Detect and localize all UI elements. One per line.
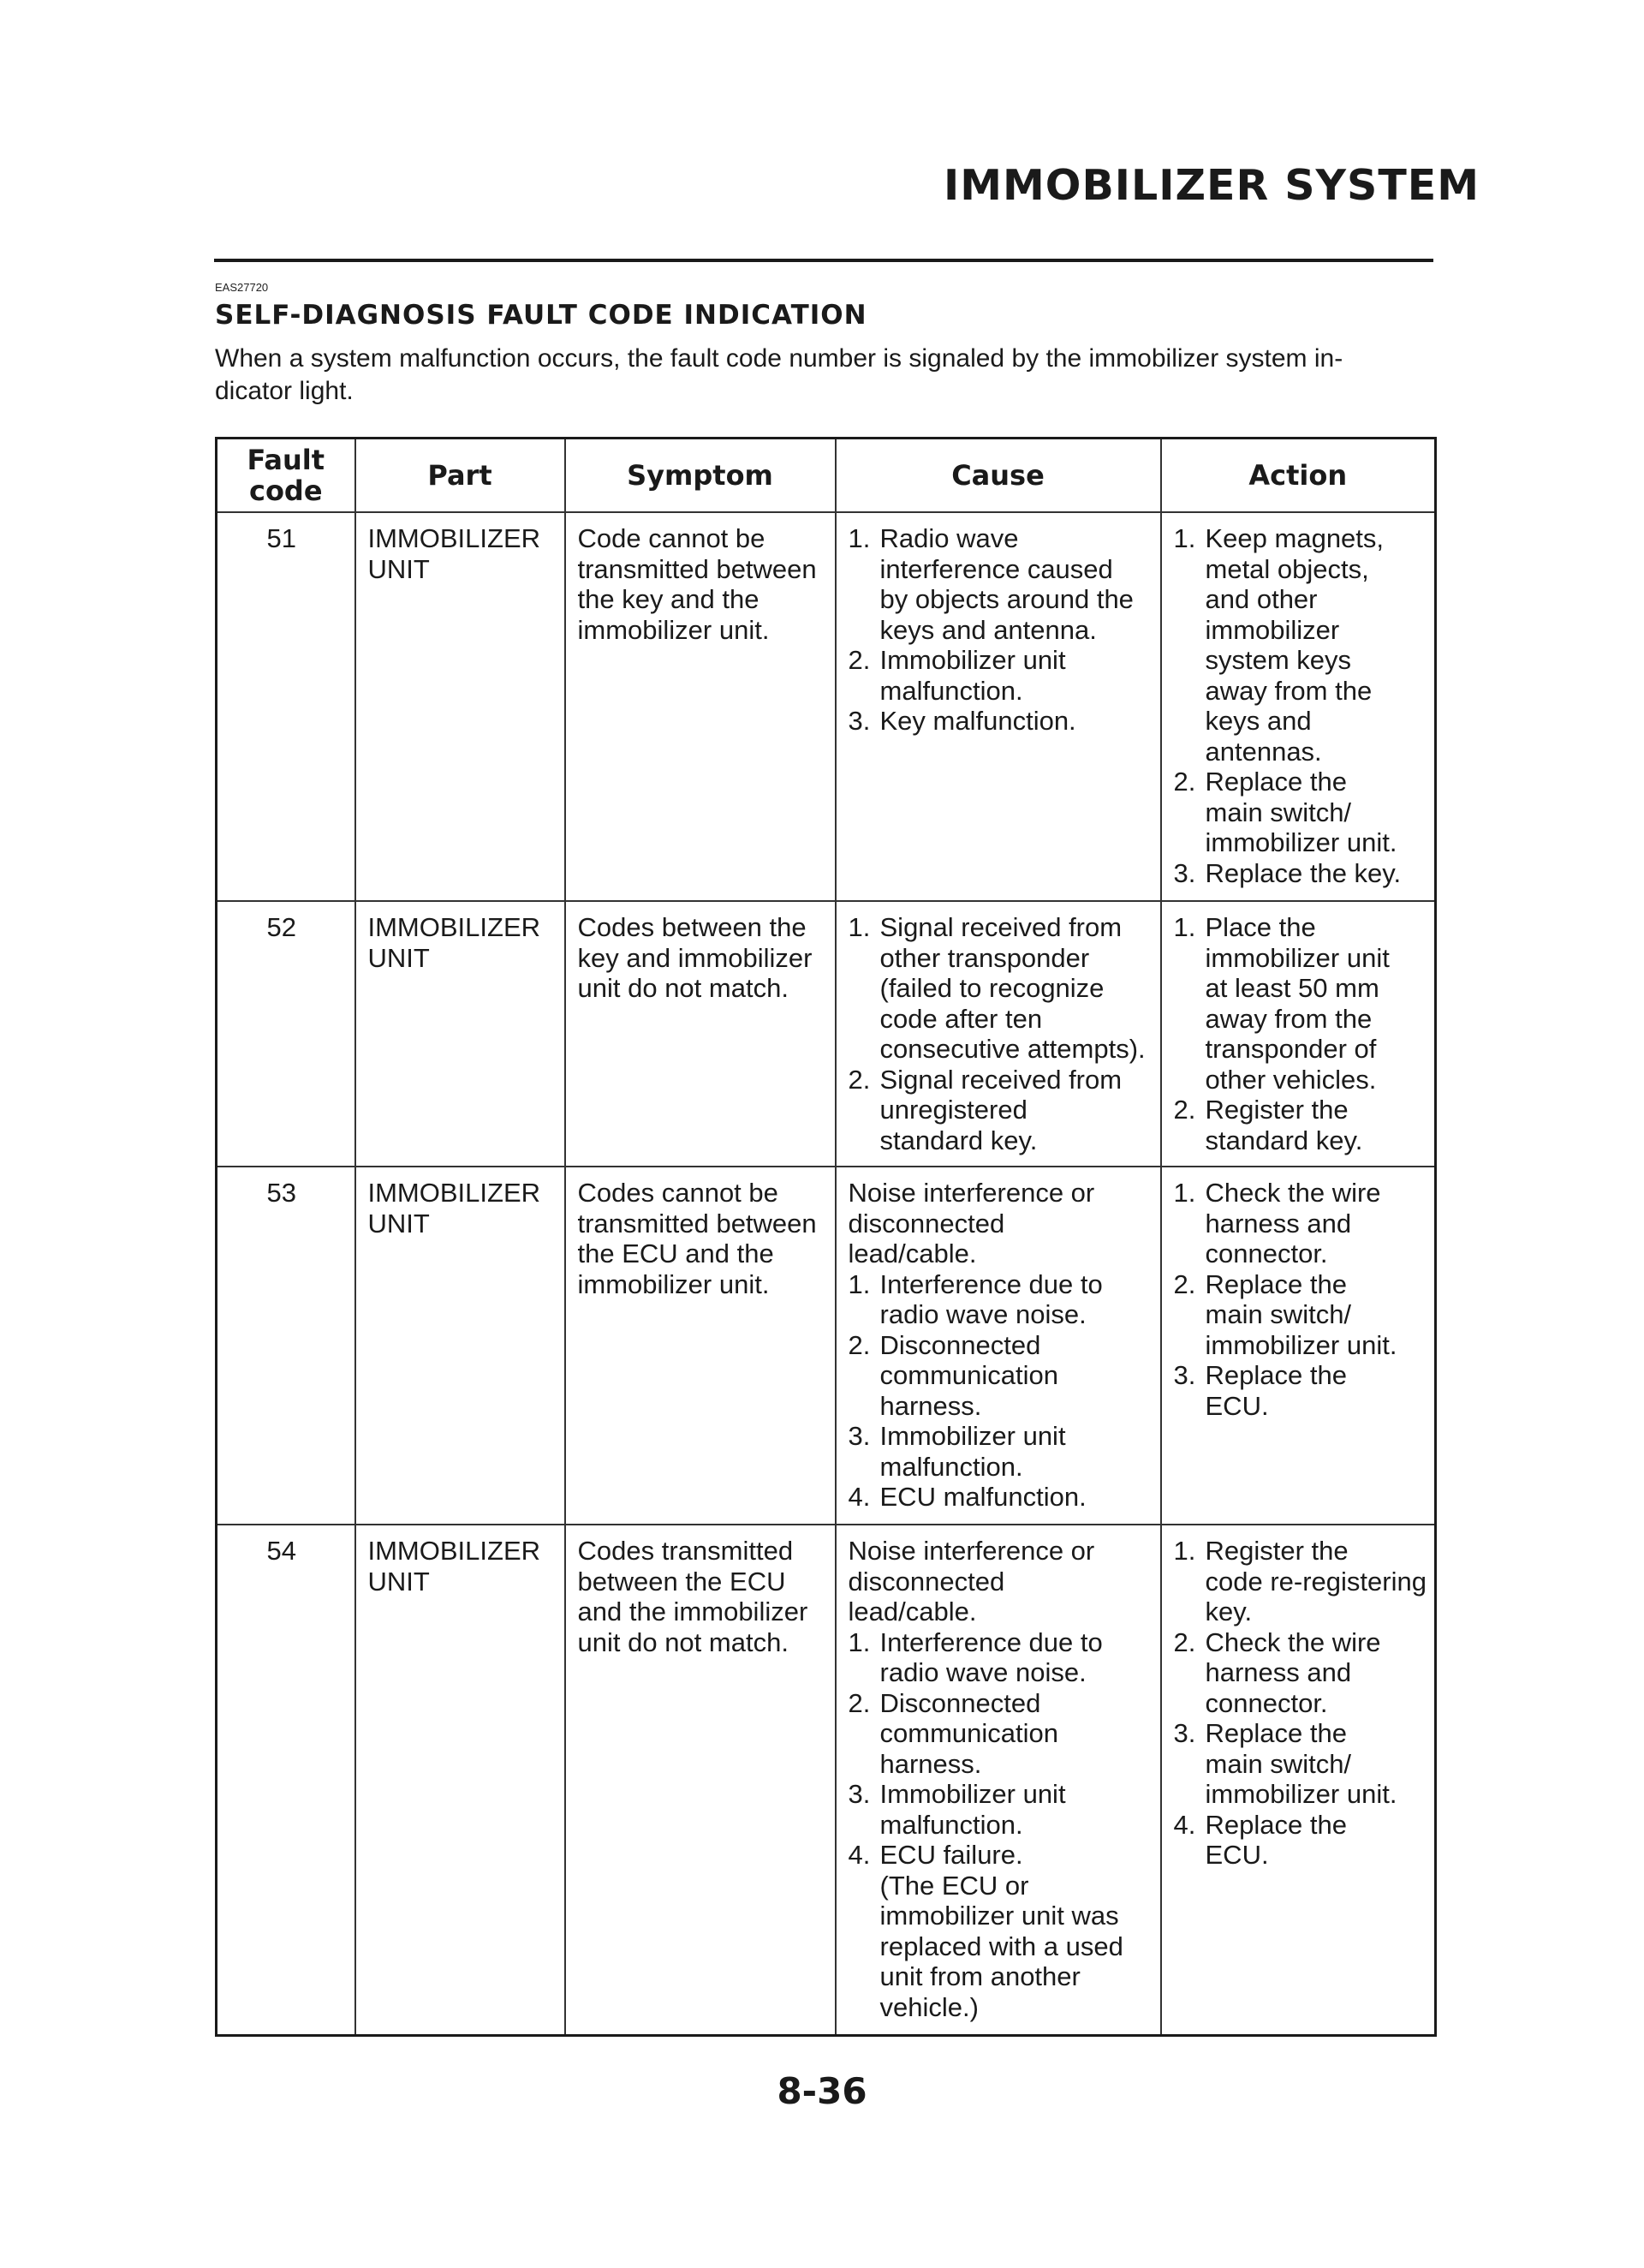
text-line: immobilizer unit. xyxy=(1205,1329,1397,1360)
text-line: UNIT xyxy=(367,1566,430,1597)
text-line: disconnected xyxy=(848,1208,1005,1238)
text-line: connector. xyxy=(1205,1687,1328,1718)
step-item xyxy=(849,1779,1160,1840)
text-line: transponder of xyxy=(1205,1034,1377,1064)
header-line: code xyxy=(248,474,323,507)
step-item xyxy=(849,706,1160,737)
text-line: immobilizer unit was xyxy=(879,1901,1119,1931)
step-item xyxy=(849,645,1160,706)
text-line: key. xyxy=(1205,1597,1253,1626)
part-cell xyxy=(355,1167,565,1525)
text-line: interference caused xyxy=(879,553,1113,584)
step-number: 4. xyxy=(1173,1809,1196,1840)
text-line: Replace the xyxy=(1205,1809,1347,1840)
text-line: harness. xyxy=(879,1748,982,1779)
text-line: immobilizer unit. xyxy=(1205,827,1397,857)
action-list xyxy=(1174,1536,1435,1871)
text-line: communication xyxy=(879,1360,1058,1390)
column-header-symptom: Symptom xyxy=(565,439,836,513)
step-number: 2. xyxy=(848,645,871,675)
text-line: disconnected xyxy=(848,1566,1005,1597)
table-row xyxy=(217,901,1436,1167)
action-cell xyxy=(1161,1167,1436,1525)
text-line: radio wave noise. xyxy=(879,1299,1087,1329)
text-line: other vehicles. xyxy=(1205,1064,1377,1095)
text-line: Check the wire xyxy=(1205,1178,1381,1208)
text-line: unregistered xyxy=(879,1095,1028,1125)
header-divider xyxy=(214,259,1433,262)
text-line: Noise interference or xyxy=(848,1178,1095,1208)
text-line: Signal received from xyxy=(879,912,1123,942)
column-header-part: Part xyxy=(355,439,565,513)
section-title: SELF-DIAGNOSIS FAULT CODE INDICATION xyxy=(215,300,867,331)
part-cell xyxy=(355,901,565,1167)
text-line: malfunction. xyxy=(879,675,1023,706)
text-line: main switch/ xyxy=(1205,797,1352,827)
table-header-row xyxy=(217,439,1436,513)
text-line: system keys xyxy=(1205,645,1352,675)
step-number: 3. xyxy=(848,706,871,736)
step-item xyxy=(1174,1178,1435,1269)
part-cell xyxy=(355,512,565,901)
column-header-action: Action xyxy=(1161,439,1436,513)
text-line: ECU. xyxy=(1205,1840,1269,1870)
step-item xyxy=(1174,858,1435,889)
text-line: IMMOBILIZER xyxy=(367,912,541,942)
text-line: Noise interference or xyxy=(848,1536,1095,1566)
step-number: 2. xyxy=(1173,1095,1196,1125)
text-line: ECU. xyxy=(1205,1390,1269,1421)
text-line: Interference due to xyxy=(879,1626,1103,1657)
text-line: away from the xyxy=(1205,1003,1373,1034)
step-number: 1. xyxy=(1173,912,1196,942)
text-line: antennas. xyxy=(1205,736,1322,767)
section-reference-code: EAS27720 xyxy=(215,281,269,294)
step-item xyxy=(849,523,1160,645)
header-line: Fault xyxy=(247,444,325,476)
text-line: IMMOBILIZER xyxy=(367,1536,541,1566)
cause-list xyxy=(849,1269,1160,1513)
step-item xyxy=(1174,1536,1435,1627)
text-line: other transponder xyxy=(879,942,1090,973)
step-number: 2. xyxy=(848,1687,871,1718)
cause-cell xyxy=(836,1525,1161,2035)
step-item xyxy=(1174,912,1435,1095)
text-line: (failed to recognize xyxy=(879,973,1105,1003)
text-line: main switch/ xyxy=(1205,1748,1352,1779)
step-item xyxy=(1174,1095,1435,1155)
text-line: unit from another xyxy=(879,1961,1081,1991)
text-line: Codes between the xyxy=(577,912,807,942)
text-line: metal objects, xyxy=(1205,553,1369,584)
step-number: 4. xyxy=(848,1482,871,1512)
step-item xyxy=(1174,1627,1435,1719)
step-item xyxy=(1174,1360,1435,1421)
step-item xyxy=(1174,767,1435,858)
text-line: Immobilizer unit xyxy=(879,645,1066,675)
step-number: 1. xyxy=(1173,523,1196,553)
text-line: Disconnected xyxy=(879,1687,1041,1718)
text-line: Radio wave xyxy=(879,523,1019,553)
cause-cell xyxy=(836,512,1161,901)
step-number: 2. xyxy=(1173,1268,1196,1299)
text-line: between the ECU xyxy=(577,1566,786,1597)
column-header-fault-code xyxy=(217,439,355,513)
intro-line: When a system malfunction occurs, the fault code number is signaled by the immobilizer system in- xyxy=(215,344,1343,373)
text-line: main switch/ xyxy=(1205,1299,1352,1329)
text-line: Keep magnets, xyxy=(1205,523,1385,553)
step-item xyxy=(1174,523,1435,767)
text-line: Register the xyxy=(1205,1536,1349,1566)
text-line: malfunction. xyxy=(879,1809,1023,1840)
text-line: Disconnected xyxy=(879,1329,1041,1360)
step-number: 1. xyxy=(848,1626,871,1657)
cause-list xyxy=(849,523,1160,737)
fault-code-cell: 53 xyxy=(217,1167,355,1525)
step-number: 2. xyxy=(1173,1626,1196,1657)
step-number: 3. xyxy=(848,1779,871,1809)
step-item xyxy=(849,1840,1160,2022)
text-line: Register the xyxy=(1205,1095,1349,1125)
text-line: at least 50 mm xyxy=(1205,973,1379,1003)
text-line: radio wave noise. xyxy=(879,1657,1087,1687)
text-line: unit do not match. xyxy=(577,973,789,1003)
text-line: vehicle.) xyxy=(879,1991,979,2022)
text-line: away from the xyxy=(1205,675,1373,706)
text-line: IMMOBILIZER xyxy=(367,1178,541,1208)
text-line: immobilizer unit. xyxy=(577,1268,770,1299)
cause-list xyxy=(849,1627,1160,2023)
text-line: IMMOBILIZER xyxy=(367,523,541,553)
step-number: 3. xyxy=(1173,1360,1196,1390)
text-line: Replace the key. xyxy=(1205,857,1402,888)
table-body xyxy=(217,512,1436,2035)
text-line: ECU malfunction. xyxy=(879,1482,1087,1512)
step-item xyxy=(849,1688,1160,1780)
text-line: immobilizer unit. xyxy=(1205,1779,1397,1809)
text-line: immobilizer unit xyxy=(1205,942,1390,973)
text-line: Key malfunction. xyxy=(879,706,1076,736)
text-line: by objects around the xyxy=(879,584,1134,614)
page-number: 8-36 xyxy=(777,2070,867,2112)
step-number: 4. xyxy=(848,1840,871,1870)
text-line: Interference due to xyxy=(879,1268,1103,1299)
step-item xyxy=(1174,1269,1435,1361)
text-line: Replace the xyxy=(1205,1718,1347,1748)
intro-paragraph xyxy=(215,343,1448,408)
action-cell xyxy=(1161,512,1436,901)
text-line: (The ECU or xyxy=(879,1870,1029,1901)
text-line: the key and the xyxy=(577,584,759,614)
step-number: 3. xyxy=(1173,1718,1196,1748)
action-cell xyxy=(1161,901,1436,1167)
table-row xyxy=(217,1167,1436,1525)
text-line: keys and xyxy=(1205,706,1312,736)
cause-list xyxy=(849,912,1160,1155)
text-line: Codes transmitted xyxy=(577,1536,794,1566)
text-line: unit do not match. xyxy=(577,1626,789,1657)
symptom-cell xyxy=(565,901,836,1167)
text-line: consecutive attempts). xyxy=(879,1034,1146,1064)
step-item xyxy=(1174,1810,1435,1871)
table-row xyxy=(217,1525,1436,2035)
text-line: standard key. xyxy=(879,1125,1038,1155)
text-line: Signal received from xyxy=(879,1064,1123,1095)
text-line: immobilizer xyxy=(1205,614,1340,645)
text-line: connector. xyxy=(1205,1238,1328,1268)
symptom-cell xyxy=(565,1167,836,1525)
step-item xyxy=(849,1269,1160,1330)
page-header-title: IMMOBILIZER SYSTEM xyxy=(944,161,1480,210)
step-number: 1. xyxy=(848,523,871,553)
text-line: code re-registering xyxy=(1205,1566,1427,1597)
text-line: ECU failure. xyxy=(879,1840,1023,1870)
step-number: 1. xyxy=(848,1268,871,1299)
action-list xyxy=(1174,912,1435,1155)
text-line: Immobilizer unit xyxy=(879,1779,1066,1809)
text-line: UNIT xyxy=(367,1208,430,1238)
text-line: Replace the xyxy=(1205,1360,1347,1390)
step-number: 3. xyxy=(848,1421,871,1451)
text-line: Code cannot be xyxy=(577,523,765,553)
cause-cell xyxy=(836,901,1161,1167)
text-line: Replace the xyxy=(1205,1268,1347,1299)
step-number: 3. xyxy=(1173,857,1196,888)
text-line: Codes cannot be xyxy=(577,1178,778,1208)
table-row xyxy=(217,512,1436,901)
text-line: communication xyxy=(879,1718,1058,1748)
step-item xyxy=(849,1482,1160,1513)
text-line: UNIT xyxy=(367,942,430,973)
text-line: Place the xyxy=(1205,912,1316,942)
action-list xyxy=(1174,523,1435,888)
text-line: standard key. xyxy=(1205,1125,1363,1155)
step-number: 2. xyxy=(848,1329,871,1360)
text-line: keys and antenna. xyxy=(879,614,1097,645)
text-line: Replace the xyxy=(1205,767,1347,797)
column-header-cause: Cause xyxy=(836,439,1161,513)
text-line: UNIT xyxy=(367,553,430,584)
fault-code-cell: 54 xyxy=(217,1525,355,2035)
step-number: 2. xyxy=(848,1064,871,1095)
text-line: lead/cable. xyxy=(848,1597,977,1626)
step-item xyxy=(1174,1718,1435,1810)
text-line: lead/cable. xyxy=(848,1238,977,1268)
part-cell xyxy=(355,1525,565,2035)
text-line: code after ten xyxy=(879,1003,1043,1034)
symptom-cell xyxy=(565,1525,836,2035)
fault-code-cell: 52 xyxy=(217,901,355,1167)
text-line: the ECU and the xyxy=(577,1238,774,1268)
step-item xyxy=(849,1627,1160,1688)
step-item xyxy=(849,1421,1160,1482)
fault-code-table xyxy=(215,437,1437,2037)
cause-cell xyxy=(836,1167,1161,1525)
step-item xyxy=(849,912,1160,1065)
text-line: replaced with a used xyxy=(879,1931,1123,1961)
action-cell xyxy=(1161,1525,1436,2035)
step-number: 1. xyxy=(1173,1178,1196,1208)
text-line: key and immobilizer xyxy=(577,942,813,973)
text-line: immobilizer unit. xyxy=(577,614,770,645)
text-line: and other xyxy=(1205,584,1318,614)
step-number: 1. xyxy=(848,912,871,942)
text-line: harness. xyxy=(879,1390,982,1421)
step-item xyxy=(849,1330,1160,1422)
text-line: harness and xyxy=(1205,1657,1352,1687)
fault-code-cell: 51 xyxy=(217,512,355,901)
text-line: malfunction. xyxy=(879,1451,1023,1482)
step-item xyxy=(849,1065,1160,1156)
text-line: Immobilizer unit xyxy=(879,1421,1066,1451)
step-number: 2. xyxy=(1173,767,1196,797)
text-line: harness and xyxy=(1205,1208,1352,1238)
text-line: transmitted between xyxy=(577,1208,817,1238)
symptom-cell xyxy=(565,512,836,901)
text-line: transmitted between xyxy=(577,553,817,584)
action-list xyxy=(1174,1178,1435,1421)
text-line: Check the wire xyxy=(1205,1626,1381,1657)
text-line: and the immobilizer xyxy=(577,1597,808,1626)
intro-line: dicator light. xyxy=(215,377,354,405)
step-number: 1. xyxy=(1173,1536,1196,1566)
